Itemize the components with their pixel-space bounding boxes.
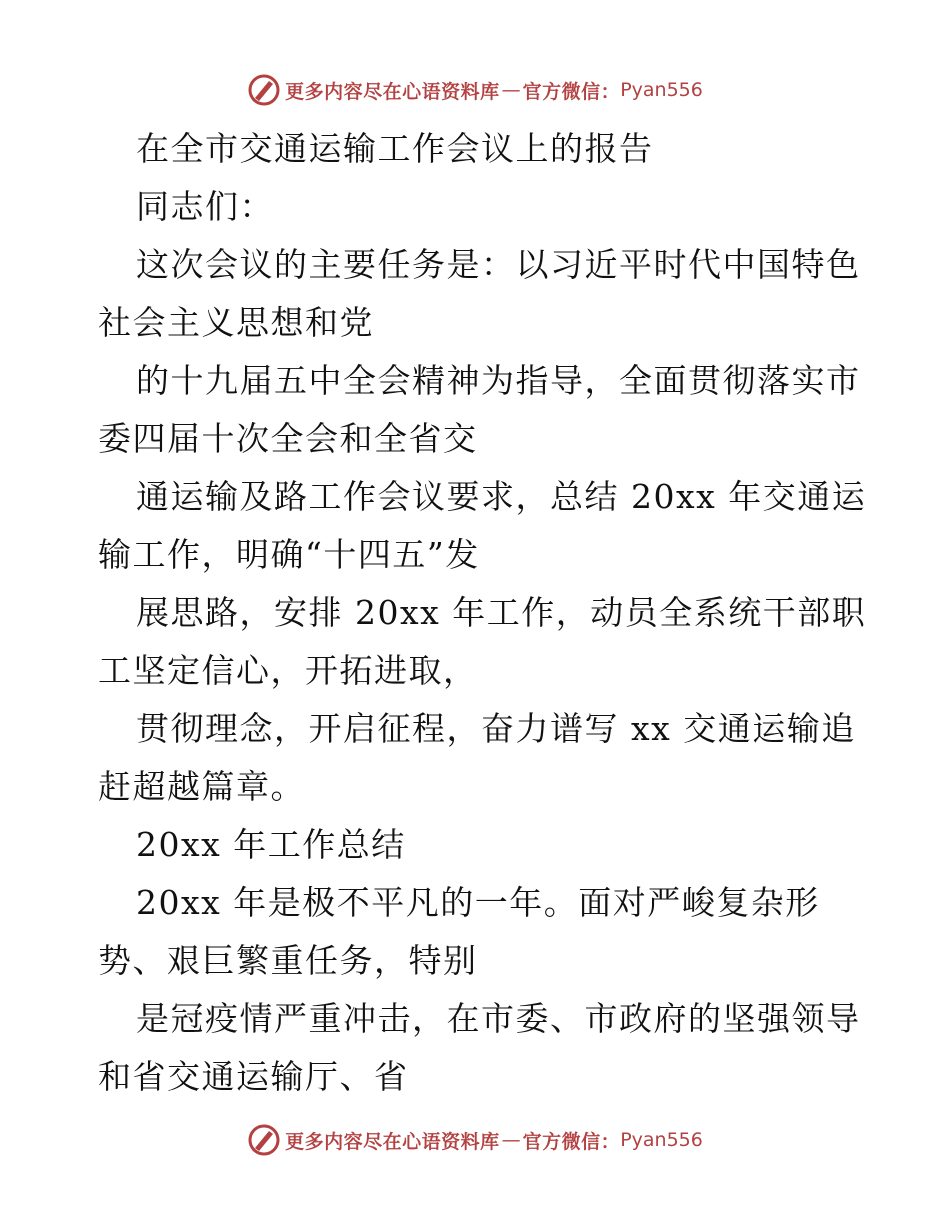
watermark-official: 官方微信： bbox=[522, 1130, 621, 1153]
paragraph-line: 工坚定信心，开拓进取， bbox=[98, 651, 478, 690]
header-watermark bbox=[0, 70, 950, 110]
watermark-separator: — bbox=[501, 1129, 521, 1151]
paragraph-line: 势、艰巨繁重任务，特别 bbox=[98, 941, 478, 980]
salutation: 同志们： bbox=[136, 187, 274, 226]
paragraph-line: 赶超越篇章。 bbox=[98, 767, 305, 806]
watermark-wechat-id: Pyan556 bbox=[620, 79, 703, 101]
paragraph-line: 是冠疫情严重冲击，在市委、市政府的坚强领导 bbox=[136, 999, 861, 1038]
watermark-brand: 更多内容尽在心语资料库 bbox=[285, 80, 500, 103]
brand-logo-icon bbox=[247, 73, 281, 107]
paragraph-line: 和省交通运输厅、省 bbox=[98, 1057, 409, 1096]
brand-logo-icon bbox=[247, 1123, 281, 1157]
paragraph-line: 展思路，安排 20xx 年工作，动员全系统干部职 bbox=[136, 593, 867, 632]
watermark-separator: — bbox=[501, 79, 521, 101]
paragraph-line: 通运输及路工作会议要求，总结 20xx 年交通运 bbox=[136, 477, 867, 516]
paragraph-line: 输工作，明确“十四五”发 bbox=[98, 535, 480, 574]
watermark-official: 官方微信： bbox=[522, 80, 621, 103]
watermark-brand: 更多内容尽在心语资料库 bbox=[285, 1130, 500, 1153]
section-heading: 20xx 年工作总结 bbox=[136, 825, 406, 864]
paragraph-line: 的十九届五中全会精神为指导，全面贯彻落实市 bbox=[136, 361, 861, 400]
paragraph-line: 贯彻理念，开启征程，奋力谱写 xx 交通运输追 bbox=[136, 709, 856, 748]
document-body bbox=[98, 120, 867, 1106]
paragraph-line: 委四届十次全会和全省交 bbox=[98, 419, 478, 458]
footer-watermark bbox=[0, 1120, 950, 1160]
paragraph-line: 20xx 年是极不平凡的一年。面对严峻复杂形 bbox=[136, 883, 820, 922]
paragraph-line: 社会主义思想和党 bbox=[98, 303, 374, 342]
paragraph-line: 这次会议的主要任务是：以习近平时代中国特色 bbox=[136, 245, 861, 284]
watermark-wechat-id: Pyan556 bbox=[620, 1129, 703, 1151]
document-title: 在全市交通运输工作会议上的报告 bbox=[136, 129, 654, 168]
